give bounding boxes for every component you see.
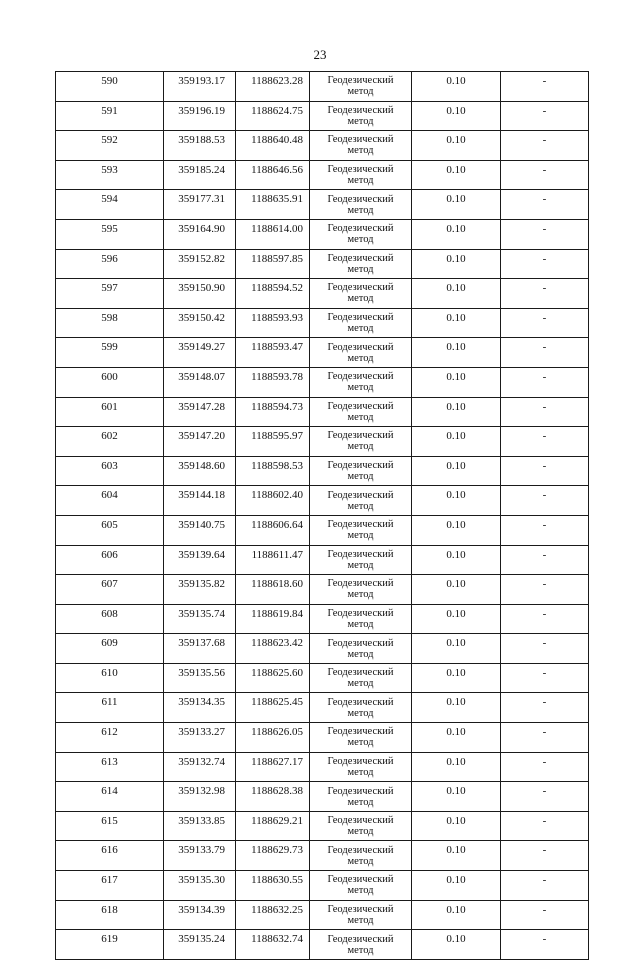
point-number-cell: 602 xyxy=(56,427,164,457)
note-cell: - xyxy=(501,338,589,368)
method-text-line: Геодезический xyxy=(327,933,394,945)
method-text-line: метод xyxy=(347,293,374,305)
table-row xyxy=(56,160,589,190)
method-text-line: Геодезический xyxy=(327,400,394,412)
method-text-line: метод xyxy=(347,885,374,897)
table-row xyxy=(56,308,589,338)
note-cell: - xyxy=(501,367,589,397)
method-text-line: Геодезический xyxy=(327,460,394,472)
method-text-line: Геодезический xyxy=(327,104,394,116)
method-text-line: Геодезический xyxy=(327,312,394,324)
note-cell: - xyxy=(501,486,589,516)
point-number-cell: 601 xyxy=(56,397,164,427)
accuracy-cell: 0.10 xyxy=(412,545,501,575)
point-number-cell: 612 xyxy=(56,723,164,753)
note-cell: - xyxy=(501,308,589,338)
x-coordinate-cell: 359133.79 xyxy=(164,841,236,871)
method-cell xyxy=(310,367,412,397)
table-row xyxy=(56,515,589,545)
x-coordinate-cell: 359148.60 xyxy=(164,456,236,486)
note-cell: - xyxy=(501,72,589,102)
page-number: 23 xyxy=(313,47,327,62)
method-text-line: Геодезический xyxy=(327,75,394,87)
note-cell: - xyxy=(501,811,589,841)
method-cell xyxy=(310,545,412,575)
y-coordinate-cell: 1188597.85 xyxy=(236,249,310,279)
method-text-line: Геодезический xyxy=(327,430,394,442)
x-coordinate-cell: 359152.82 xyxy=(164,249,236,279)
method-text-line: метод xyxy=(347,944,374,956)
point-number-cell: 607 xyxy=(56,575,164,605)
note-cell: - xyxy=(501,131,589,161)
method-text-line: метод xyxy=(347,678,374,690)
x-coordinate-cell: 359135.24 xyxy=(164,930,236,960)
method-cell xyxy=(310,486,412,516)
point-number-cell: 593 xyxy=(56,160,164,190)
accuracy-cell: 0.10 xyxy=(412,367,501,397)
note-cell: - xyxy=(501,871,589,901)
table-row xyxy=(56,486,589,516)
point-number-cell: 599 xyxy=(56,338,164,368)
method-text-line: метод xyxy=(347,500,374,512)
note-cell: - xyxy=(501,693,589,723)
table-row xyxy=(56,367,589,397)
point-number-cell: 596 xyxy=(56,249,164,279)
note-cell: - xyxy=(501,604,589,634)
table-row xyxy=(56,456,589,486)
table-row xyxy=(56,841,589,871)
method-text-line: Геодезический xyxy=(327,785,394,797)
method-cell xyxy=(310,575,412,605)
table-row xyxy=(56,663,589,693)
x-coordinate-cell: 359132.98 xyxy=(164,782,236,812)
y-coordinate-cell: 1188606.64 xyxy=(236,515,310,545)
method-cell xyxy=(310,131,412,161)
table-row xyxy=(56,782,589,812)
method-cell xyxy=(310,752,412,782)
method-cell xyxy=(310,604,412,634)
x-coordinate-cell: 359137.68 xyxy=(164,634,236,664)
method-cell xyxy=(310,101,412,131)
method-cell xyxy=(310,782,412,812)
point-number-cell: 606 xyxy=(56,545,164,575)
table-row xyxy=(56,693,589,723)
note-cell: - xyxy=(501,723,589,753)
accuracy-cell: 0.10 xyxy=(412,575,501,605)
table-row xyxy=(56,930,589,960)
method-text-line: метод xyxy=(347,145,374,157)
y-coordinate-cell: 1188598.53 xyxy=(236,456,310,486)
y-coordinate-cell: 1188602.40 xyxy=(236,486,310,516)
method-text-line: метод xyxy=(347,914,374,926)
method-cell xyxy=(310,279,412,309)
note-cell: - xyxy=(501,930,589,960)
method-text-line: Геодезический xyxy=(327,637,394,649)
x-coordinate-cell: 359134.39 xyxy=(164,900,236,930)
accuracy-cell: 0.10 xyxy=(412,160,501,190)
accuracy-cell: 0.10 xyxy=(412,190,501,220)
y-coordinate-cell: 1188593.78 xyxy=(236,367,310,397)
y-coordinate-cell: 1188629.73 xyxy=(236,841,310,871)
x-coordinate-cell: 359188.53 xyxy=(164,131,236,161)
method-text-line: Геодезический xyxy=(327,815,394,827)
x-coordinate-cell: 359185.24 xyxy=(164,160,236,190)
point-number-cell: 618 xyxy=(56,900,164,930)
accuracy-cell: 0.10 xyxy=(412,456,501,486)
y-coordinate-cell: 1188611.47 xyxy=(236,545,310,575)
coordinates-table-body xyxy=(56,72,589,960)
note-cell: - xyxy=(501,160,589,190)
method-text-line: метод xyxy=(347,766,374,778)
accuracy-cell: 0.10 xyxy=(412,308,501,338)
point-number-cell: 609 xyxy=(56,634,164,664)
note-cell: - xyxy=(501,515,589,545)
accuracy-cell: 0.10 xyxy=(412,752,501,782)
point-number-cell: 594 xyxy=(56,190,164,220)
x-coordinate-cell: 359134.35 xyxy=(164,693,236,723)
method-text-line: метод xyxy=(347,618,374,630)
method-text-line: метод xyxy=(347,115,374,127)
note-cell: - xyxy=(501,427,589,457)
method-text-line: метод xyxy=(347,234,374,246)
method-cell xyxy=(310,515,412,545)
method-text-line: метод xyxy=(347,559,374,571)
note-cell: - xyxy=(501,397,589,427)
method-text-line: метод xyxy=(347,175,374,187)
y-coordinate-cell: 1188640.48 xyxy=(236,131,310,161)
method-cell xyxy=(310,456,412,486)
method-text-line: метод xyxy=(347,796,374,808)
method-text-line: метод xyxy=(347,263,374,275)
accuracy-cell: 0.10 xyxy=(412,663,501,693)
point-number-cell: 603 xyxy=(56,456,164,486)
table-row xyxy=(56,397,589,427)
x-coordinate-cell: 359149.27 xyxy=(164,338,236,368)
accuracy-cell: 0.10 xyxy=(412,782,501,812)
y-coordinate-cell: 1188593.47 xyxy=(236,338,310,368)
note-cell: - xyxy=(501,545,589,575)
accuracy-cell: 0.10 xyxy=(412,604,501,634)
method-text-line: метод xyxy=(347,411,374,423)
y-coordinate-cell: 1188630.55 xyxy=(236,871,310,901)
point-number-cell: 598 xyxy=(56,308,164,338)
method-cell xyxy=(310,841,412,871)
accuracy-cell: 0.10 xyxy=(412,427,501,457)
y-coordinate-cell: 1188625.45 xyxy=(236,693,310,723)
table-row xyxy=(56,72,589,102)
table-row xyxy=(56,811,589,841)
table-row xyxy=(56,190,589,220)
table-row xyxy=(56,604,589,634)
y-coordinate-cell: 1188614.00 xyxy=(236,219,310,249)
point-number-cell: 597 xyxy=(56,279,164,309)
method-text-line: метод xyxy=(347,204,374,216)
point-number-cell: 611 xyxy=(56,693,164,723)
x-coordinate-cell: 359135.56 xyxy=(164,663,236,693)
method-cell xyxy=(310,249,412,279)
table-row xyxy=(56,219,589,249)
y-coordinate-cell: 1188623.42 xyxy=(236,634,310,664)
method-text-line: метод xyxy=(347,737,374,749)
point-number-cell: 590 xyxy=(56,72,164,102)
accuracy-cell: 0.10 xyxy=(412,338,501,368)
x-coordinate-cell: 359133.85 xyxy=(164,811,236,841)
method-text-line: Геодезический xyxy=(327,282,394,294)
method-text-line: Геодезический xyxy=(327,164,394,176)
x-coordinate-cell: 359150.42 xyxy=(164,308,236,338)
y-coordinate-cell: 1188618.60 xyxy=(236,575,310,605)
method-cell xyxy=(310,634,412,664)
method-cell xyxy=(310,308,412,338)
y-coordinate-cell: 1188632.74 xyxy=(236,930,310,960)
method-cell xyxy=(310,160,412,190)
accuracy-cell: 0.10 xyxy=(412,486,501,516)
note-cell: - xyxy=(501,456,589,486)
method-text-line: Геодезический xyxy=(327,134,394,146)
note-cell: - xyxy=(501,575,589,605)
method-text-line: метод xyxy=(347,707,374,719)
y-coordinate-cell: 1188635.91 xyxy=(236,190,310,220)
method-text-line: метод xyxy=(347,530,374,542)
table-row xyxy=(56,131,589,161)
note-cell: - xyxy=(501,279,589,309)
accuracy-cell: 0.10 xyxy=(412,249,501,279)
accuracy-cell: 0.10 xyxy=(412,397,501,427)
point-number-cell: 615 xyxy=(56,811,164,841)
method-cell xyxy=(310,72,412,102)
accuracy-cell: 0.10 xyxy=(412,693,501,723)
y-coordinate-cell: 1188625.60 xyxy=(236,663,310,693)
accuracy-cell: 0.10 xyxy=(412,841,501,871)
method-text-line: Геодезический xyxy=(327,874,394,886)
method-text-line: метод xyxy=(347,323,374,335)
method-text-line: метод xyxy=(347,86,374,98)
y-coordinate-cell: 1188594.52 xyxy=(236,279,310,309)
method-text-line: Геодезический xyxy=(327,844,394,856)
method-cell xyxy=(310,190,412,220)
method-text-line: Геодезический xyxy=(327,341,394,353)
x-coordinate-cell: 359133.27 xyxy=(164,723,236,753)
method-text-line: Геодезический xyxy=(327,578,394,590)
table-row xyxy=(56,545,589,575)
method-text-line: метод xyxy=(347,855,374,867)
x-coordinate-cell: 359147.20 xyxy=(164,427,236,457)
accuracy-cell: 0.10 xyxy=(412,131,501,161)
method-text-line: Геодезический xyxy=(327,252,394,264)
accuracy-cell: 0.10 xyxy=(412,515,501,545)
method-text-line: Геодезический xyxy=(327,607,394,619)
method-text-line: Геодезический xyxy=(327,489,394,501)
y-coordinate-cell: 1188626.05 xyxy=(236,723,310,753)
method-text-line: метод xyxy=(347,471,374,483)
accuracy-cell: 0.10 xyxy=(412,723,501,753)
method-text-line: Геодезический xyxy=(327,903,394,915)
method-text-line: метод xyxy=(347,648,374,660)
table-row xyxy=(56,101,589,131)
method-text-line: метод xyxy=(347,441,374,453)
point-number-cell: 605 xyxy=(56,515,164,545)
method-cell xyxy=(310,723,412,753)
note-cell: - xyxy=(501,634,589,664)
note-cell: - xyxy=(501,900,589,930)
y-coordinate-cell: 1188594.73 xyxy=(236,397,310,427)
accuracy-cell: 0.10 xyxy=(412,871,501,901)
method-cell xyxy=(310,811,412,841)
y-coordinate-cell: 1188623.28 xyxy=(236,72,310,102)
x-coordinate-cell: 359148.07 xyxy=(164,367,236,397)
method-cell xyxy=(310,397,412,427)
method-text-line: метод xyxy=(347,352,374,364)
x-coordinate-cell: 359135.82 xyxy=(164,575,236,605)
y-coordinate-cell: 1188595.97 xyxy=(236,427,310,457)
point-number-cell: 614 xyxy=(56,782,164,812)
y-coordinate-cell: 1188619.84 xyxy=(236,604,310,634)
coordinates-table xyxy=(55,71,589,960)
method-text-line: Геодезический xyxy=(327,667,394,679)
accuracy-cell: 0.10 xyxy=(412,900,501,930)
method-text-line: метод xyxy=(347,826,374,838)
method-cell xyxy=(310,693,412,723)
note-cell: - xyxy=(501,249,589,279)
note-cell: - xyxy=(501,190,589,220)
point-number-cell: 592 xyxy=(56,131,164,161)
x-coordinate-cell: 359193.17 xyxy=(164,72,236,102)
accuracy-cell: 0.10 xyxy=(412,279,501,309)
table-row xyxy=(56,338,589,368)
note-cell: - xyxy=(501,101,589,131)
method-cell xyxy=(310,338,412,368)
method-cell xyxy=(310,930,412,960)
method-text-line: Геодезический xyxy=(327,193,394,205)
accuracy-cell: 0.10 xyxy=(412,219,501,249)
table-row xyxy=(56,279,589,309)
x-coordinate-cell: 359144.18 xyxy=(164,486,236,516)
point-number-cell: 600 xyxy=(56,367,164,397)
x-coordinate-cell: 359140.75 xyxy=(164,515,236,545)
point-number-cell: 610 xyxy=(56,663,164,693)
accuracy-cell: 0.10 xyxy=(412,72,501,102)
note-cell: - xyxy=(501,219,589,249)
x-coordinate-cell: 359177.31 xyxy=(164,190,236,220)
y-coordinate-cell: 1188632.25 xyxy=(236,900,310,930)
accuracy-cell: 0.10 xyxy=(412,634,501,664)
point-number-cell: 604 xyxy=(56,486,164,516)
point-number-cell: 617 xyxy=(56,871,164,901)
y-coordinate-cell: 1188628.38 xyxy=(236,782,310,812)
x-coordinate-cell: 359139.64 xyxy=(164,545,236,575)
y-coordinate-cell: 1188624.75 xyxy=(236,101,310,131)
x-coordinate-cell: 359150.90 xyxy=(164,279,236,309)
table-row xyxy=(56,427,589,457)
table-row xyxy=(56,871,589,901)
note-cell: - xyxy=(501,663,589,693)
table-row xyxy=(56,249,589,279)
accuracy-cell: 0.10 xyxy=(412,811,501,841)
method-text-line: Геодезический xyxy=(327,726,394,738)
y-coordinate-cell: 1188593.93 xyxy=(236,308,310,338)
note-cell: - xyxy=(501,782,589,812)
table-row xyxy=(56,752,589,782)
method-cell xyxy=(310,219,412,249)
method-text-line: Геодезический xyxy=(327,755,394,767)
accuracy-cell: 0.10 xyxy=(412,101,501,131)
method-text-line: Геодезический xyxy=(327,548,394,560)
x-coordinate-cell: 359147.28 xyxy=(164,397,236,427)
x-coordinate-cell: 359135.30 xyxy=(164,871,236,901)
table-row xyxy=(56,634,589,664)
point-number-cell: 595 xyxy=(56,219,164,249)
method-cell xyxy=(310,427,412,457)
table-row xyxy=(56,723,589,753)
point-number-cell: 619 xyxy=(56,930,164,960)
note-cell: - xyxy=(501,752,589,782)
y-coordinate-cell: 1188627.17 xyxy=(236,752,310,782)
point-number-cell: 613 xyxy=(56,752,164,782)
method-cell xyxy=(310,871,412,901)
method-text-line: Геодезический xyxy=(327,696,394,708)
accuracy-cell: 0.10 xyxy=(412,930,501,960)
method-text-line: Геодезический xyxy=(327,371,394,383)
point-number-cell: 608 xyxy=(56,604,164,634)
method-text-line: Геодезический xyxy=(327,519,394,531)
method-text-line: Геодезический xyxy=(327,223,394,235)
x-coordinate-cell: 359135.74 xyxy=(164,604,236,634)
x-coordinate-cell: 359196.19 xyxy=(164,101,236,131)
x-coordinate-cell: 359132.74 xyxy=(164,752,236,782)
x-coordinate-cell: 359164.90 xyxy=(164,219,236,249)
y-coordinate-cell: 1188646.56 xyxy=(236,160,310,190)
method-cell xyxy=(310,663,412,693)
method-text-line: метод xyxy=(347,382,374,394)
note-cell: - xyxy=(501,841,589,871)
method-text-line: метод xyxy=(347,589,374,601)
table-row xyxy=(56,575,589,605)
point-number-cell: 616 xyxy=(56,841,164,871)
point-number-cell: 591 xyxy=(56,101,164,131)
y-coordinate-cell: 1188629.21 xyxy=(236,811,310,841)
